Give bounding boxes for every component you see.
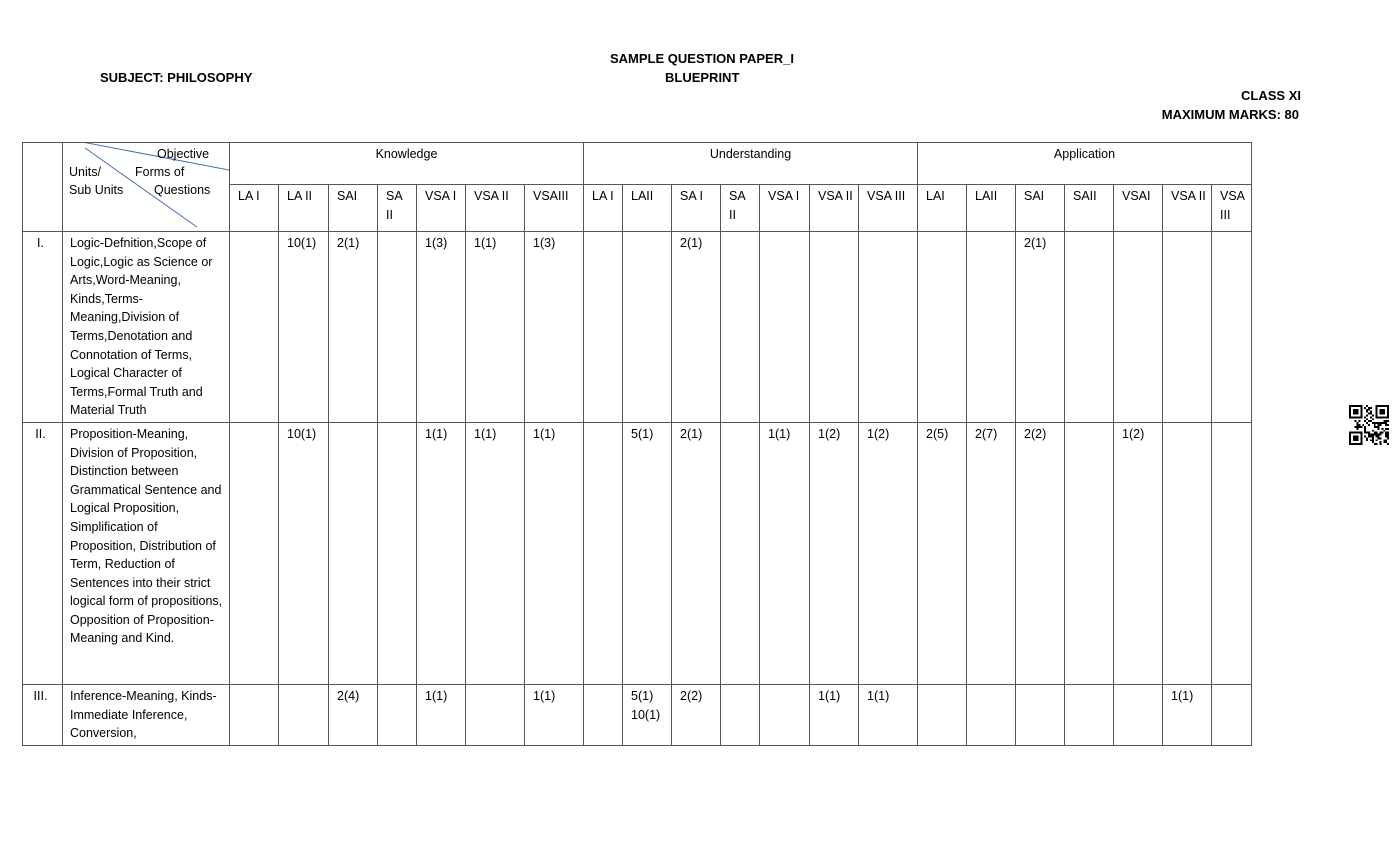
marks-cell — [329, 422, 378, 684]
class-label: CLASS XI — [1241, 88, 1301, 103]
header-blank-cell — [23, 143, 63, 232]
subheader-cell: VSA II — [466, 185, 525, 232]
marks-cell — [1065, 422, 1114, 684]
marks-cell: 1(1) — [417, 684, 466, 745]
marks-cell: 2(1) — [672, 232, 721, 423]
marks-cell — [1163, 422, 1212, 684]
marks-cell: 1(2) — [1114, 422, 1163, 684]
marks-cell — [1114, 232, 1163, 423]
marks-cell — [1212, 422, 1252, 684]
corner-header-cell — [63, 143, 230, 232]
table-row — [23, 684, 1252, 745]
subheader-cell: SA I — [672, 185, 721, 232]
marks-cell: 1(1) — [466, 422, 525, 684]
marks-cell: 1(1) — [525, 684, 584, 745]
marks-cell — [967, 232, 1016, 423]
corner-units-label: Units/ — [69, 165, 101, 179]
marks-cell — [918, 684, 967, 745]
table-row — [23, 232, 1252, 423]
paper-title: SAMPLE QUESTION PAPER_I — [610, 51, 794, 66]
marks-cell — [721, 684, 760, 745]
marks-cell — [378, 232, 417, 423]
subheader-cell: VSA III — [859, 185, 918, 232]
marks-cell — [378, 422, 417, 684]
subject-label: SUBJECT: PHILOSOPHY — [100, 70, 253, 85]
unit-number-cell: I. — [23, 232, 63, 423]
unit-description-cell: Proposition-Meaning, Division of Proposition, Distinction between Grammatical Sentence and Logical Proposition, Simplification of Proposition, Distribution of Term, Reduction of Sentences into their strict logical form of propositions, Opposition of Proposition- Meaning and Kind. — [63, 422, 230, 684]
group-header-understanding: Understanding — [584, 143, 918, 185]
marks-cell: 1(3) — [417, 232, 466, 423]
corner-questions-label: Questions — [154, 183, 211, 197]
marks-cell: 1(1) — [417, 422, 466, 684]
subheader-cell: LAII — [967, 185, 1016, 232]
marks-cell — [721, 232, 760, 423]
marks-cell: 1(1) — [466, 232, 525, 423]
marks-cell: 2(1) — [329, 232, 378, 423]
max-marks-label: MAXIMUM MARKS: 80 — [1161, 107, 1299, 122]
marks-cell — [1114, 684, 1163, 745]
marks-cell — [1016, 684, 1065, 745]
marks-cell: 2(2) — [1016, 422, 1065, 684]
marks-cell — [584, 232, 623, 423]
marks-cell — [230, 684, 279, 745]
group-header-knowledge: Knowledge — [230, 143, 584, 185]
subheader-cell: SA II — [378, 185, 417, 232]
table-row — [23, 422, 1252, 684]
subheader-cell: VSAI — [1114, 185, 1163, 232]
subheader-cell: VSAIII — [525, 185, 584, 232]
marks-cell — [279, 684, 329, 745]
marks-cell — [918, 232, 967, 423]
subheader-cell: VSA II — [1163, 185, 1212, 232]
marks-cell: 1(2) — [859, 422, 918, 684]
subheader-cell: LA II — [279, 185, 329, 232]
subheader-cell: VSA I — [417, 185, 466, 232]
marks-cell — [859, 232, 918, 423]
marks-cell — [623, 232, 672, 423]
marks-cell — [1212, 232, 1252, 423]
marks-cell — [230, 232, 279, 423]
corner-forms-label: Forms of — [135, 165, 185, 179]
marks-cell: 2(1) — [672, 422, 721, 684]
qr-code-icon — [1349, 405, 1389, 445]
paper-subtitle: BLUEPRINT — [665, 70, 740, 85]
unit-description-cell: Inference-Meaning, Kinds-Immediate Inference, Conversion, — [63, 684, 230, 745]
subheader-cell: SAI — [329, 185, 378, 232]
marks-cell: 1(1) — [1163, 684, 1212, 745]
marks-cell: 2(4) — [329, 684, 378, 745]
marks-cell: 5(1) 10(1) — [623, 684, 672, 745]
corner-objective-label: Objective — [157, 147, 210, 161]
subheader-cell: LAI — [918, 185, 967, 232]
marks-cell — [1065, 684, 1114, 745]
marks-cell: 1(1) — [760, 422, 810, 684]
subheader-cell: LA I — [230, 185, 279, 232]
marks-cell — [378, 684, 417, 745]
marks-cell — [760, 684, 810, 745]
subheader-cell: LA I — [584, 185, 623, 232]
unit-number-cell: II. — [23, 422, 63, 684]
marks-cell: 10(1) — [279, 422, 329, 684]
subheader-cell: VSA II — [810, 185, 859, 232]
marks-cell: 2(2) — [672, 684, 721, 745]
marks-cell: 10(1) — [279, 232, 329, 423]
marks-cell — [760, 232, 810, 423]
marks-cell: 1(1) — [810, 684, 859, 745]
marks-cell — [810, 232, 859, 423]
marks-cell: 1(3) — [525, 232, 584, 423]
marks-cell: 1(2) — [810, 422, 859, 684]
corner-subunits-label: Sub Units — [69, 183, 124, 197]
marks-cell — [584, 422, 623, 684]
unit-number-cell: III. — [23, 684, 63, 745]
marks-cell — [584, 684, 623, 745]
marks-cell: 2(1) — [1016, 232, 1065, 423]
marks-cell: 2(5) — [918, 422, 967, 684]
marks-cell — [721, 422, 760, 684]
marks-cell — [1065, 232, 1114, 423]
marks-cell — [1163, 232, 1212, 423]
subheader-cell: SA II — [721, 185, 760, 232]
subheader-cell: SAI — [1016, 185, 1065, 232]
subheader-cell: VSA I — [760, 185, 810, 232]
marks-cell: 1(1) — [859, 684, 918, 745]
group-header-application: Application — [918, 143, 1252, 185]
marks-cell — [1212, 684, 1252, 745]
marks-cell: 1(1) — [525, 422, 584, 684]
blueprint-table — [22, 142, 1252, 746]
marks-cell — [466, 684, 525, 745]
unit-description-cell: Logic-Defnition,Scope of Logic,Logic as Science or Arts,Word-Meaning, Kinds,Terms-Meaning,Division of Terms,Denotation and Connotation of Terms, Logical Character of Terms,Formal Truth and Material Truth — [63, 232, 230, 423]
marks-cell — [967, 684, 1016, 745]
marks-cell: 2(7) — [967, 422, 1016, 684]
marks-cell: 5(1) — [623, 422, 672, 684]
subheader-cell: LAII — [623, 185, 672, 232]
subheader-cell: VSA III — [1212, 185, 1252, 232]
subheader-cell: SAII — [1065, 185, 1114, 232]
marks-cell — [230, 422, 279, 684]
blueprint-table-body — [23, 232, 1252, 746]
